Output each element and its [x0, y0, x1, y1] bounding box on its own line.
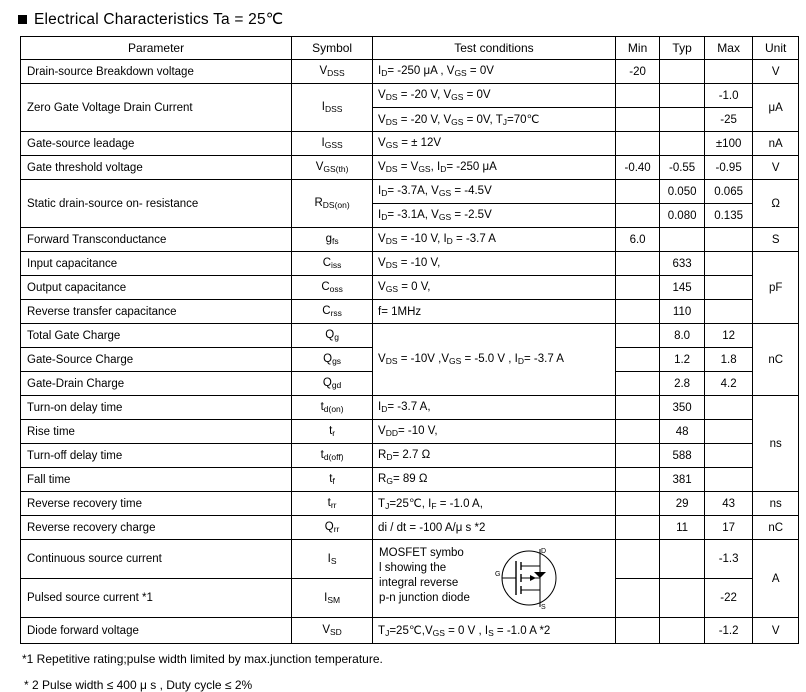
cell-typ	[660, 60, 705, 84]
cell-typ	[660, 228, 705, 252]
cell-unit: nC	[753, 516, 799, 540]
cell-condition: $V_{DS} = -20$ V, $V_{GS} = 0V$	[373, 84, 616, 108]
cell-symbol: $R_{DS(on)}$	[292, 180, 373, 228]
cell-symbol: $t_{d(off)}$	[292, 444, 373, 468]
cell-unit: S	[753, 228, 799, 252]
cell-min	[615, 540, 660, 579]
cell-max: 0.135	[704, 204, 753, 228]
cell-max	[704, 276, 753, 300]
cell-typ: 48	[660, 420, 705, 444]
cell-condition: $V_{DS} = -10V$ $,V_{GS} = -5.0$ V , $I_D= -3.7$ A	[373, 324, 616, 396]
cell-typ: 381	[660, 468, 705, 492]
cell-symbol: $I_{GSS}$	[292, 132, 373, 156]
cell-condition: $V_{DS} = V_{GS}$, $I_D= -250$ μA	[373, 156, 616, 180]
cell-parameter: Fall time	[21, 468, 292, 492]
cell-condition: f= 1MHz	[373, 300, 616, 324]
cell-max	[704, 396, 753, 420]
cell-parameter: Pulsed source current *1	[21, 579, 292, 618]
section-heading	[18, 10, 800, 29]
cell-typ: 145	[660, 276, 705, 300]
cell-typ	[660, 579, 705, 618]
cell-max: 1.8	[704, 348, 753, 372]
cell-symbol: $Q_{gd}$	[292, 372, 373, 396]
cell-parameter: Reverse recovery time	[21, 492, 292, 516]
cell-unit: ns	[753, 396, 799, 492]
cell-condition: $I_D= -3.7A$, $V_{GS} = -4.5V$	[373, 180, 616, 204]
cell-typ: 588	[660, 444, 705, 468]
cell-parameter: Diode forward voltage	[21, 618, 292, 644]
col-header-unit: Unit	[753, 37, 799, 60]
table-row	[21, 420, 799, 444]
cell-condition: $T_J=25℃,V_{GS} = 0$ V , $I_S = -1.0$ A *2	[373, 618, 616, 644]
cell-parameter: Rise time	[21, 420, 292, 444]
cell-min	[615, 180, 660, 204]
cell-symbol: $t_f$	[292, 468, 373, 492]
cell-unit: V	[753, 60, 799, 84]
cell-min	[615, 108, 660, 132]
cell-max: -1.0	[704, 84, 753, 108]
cell-typ: 29	[660, 492, 705, 516]
cell-condition: $I_D= -250$ μA , $V_{GS} = 0V$	[373, 60, 616, 84]
table-row	[21, 228, 799, 252]
cell-symbol: $g_{fs}$	[292, 228, 373, 252]
cell-parameter: Gate threshold voltage	[21, 156, 292, 180]
cell-parameter: Gate-Drain Charge	[21, 372, 292, 396]
col-header-typ: Typ	[660, 37, 705, 60]
cell-max: 4.2	[704, 372, 753, 396]
table-row	[21, 444, 799, 468]
cell-symbol: $Q_{gs}$	[292, 348, 373, 372]
cell-typ: 1.2	[660, 348, 705, 372]
cell-max: ±100	[704, 132, 753, 156]
cell-unit: nC	[753, 324, 799, 396]
cell-max: 12	[704, 324, 753, 348]
cell-min	[615, 516, 660, 540]
footnote-1: *1 Repetitive rating;pulse width limited by max.junction temperature.	[22, 652, 383, 666]
table-row	[21, 492, 799, 516]
cell-typ: 350	[660, 396, 705, 420]
cell-symbol: $t_r$	[292, 420, 373, 444]
cell-typ: 11	[660, 516, 705, 540]
cell-condition: $I_D= -3.7$ A,	[373, 396, 616, 420]
cell-min: -0.40	[615, 156, 660, 180]
cell-max: -1.3	[704, 540, 753, 579]
cell-condition: di / dt = -100 A/μ s *2	[373, 516, 616, 540]
mosfet-symbol-icon	[483, 545, 575, 614]
cell-min	[615, 204, 660, 228]
cell-max	[704, 300, 753, 324]
cell-max: -25	[704, 108, 753, 132]
cell-max	[704, 60, 753, 84]
svg-text:D: D	[540, 548, 546, 555]
cell-typ	[660, 618, 705, 644]
cell-min	[615, 300, 660, 324]
svg-text:S: S	[540, 604, 546, 611]
electrical-characteristics-table	[20, 36, 799, 644]
cell-parameter: Forward Transconductance	[21, 228, 292, 252]
cell-symbol: $V_{SD}$	[292, 618, 373, 644]
cell-unit: ns	[753, 492, 799, 516]
cell-parameter: Gate-Source Charge	[21, 348, 292, 372]
cell-unit: Ω	[753, 180, 799, 228]
cell-max: -22	[704, 579, 753, 618]
cell-symbol: $t_{d(on)}$	[292, 396, 373, 420]
col-header-test-conditions: Test conditions	[373, 37, 616, 60]
cell-max	[704, 228, 753, 252]
cell-typ: 110	[660, 300, 705, 324]
cell-condition: $V_{DS} = -10$ V, $I_D = -3.7$ A	[373, 228, 616, 252]
cell-min	[615, 324, 660, 348]
cell-parameter: Input capacitance	[21, 252, 292, 276]
cell-condition: $V_{DS} = -10$ V,	[373, 252, 616, 276]
cell-min: 6.0	[615, 228, 660, 252]
cell-condition: $R_G= 89$ Ω	[373, 468, 616, 492]
cell-unit: μA	[753, 84, 799, 132]
table-header-row	[21, 37, 799, 60]
cell-condition: $V_{DD}= -10$ V,	[373, 420, 616, 444]
cell-typ: 2.8	[660, 372, 705, 396]
cell-parameter: Reverse recovery charge	[21, 516, 292, 540]
cell-symbol: $V_{GS(th)}$	[292, 156, 373, 180]
cell-condition: $I_D= -3.1A$, $V_{GS} = -2.5V$	[373, 204, 616, 228]
cell-min	[615, 492, 660, 516]
cell-unit: A	[753, 540, 799, 618]
cell-min	[615, 420, 660, 444]
col-header-parameter: Parameter	[21, 37, 292, 60]
cell-typ: -0.55	[660, 156, 705, 180]
cell-min	[615, 252, 660, 276]
table-row	[21, 324, 799, 348]
col-header-min: Min	[615, 37, 660, 60]
cell-min	[615, 348, 660, 372]
cell-max: -0.95	[704, 156, 753, 180]
cell-symbol: $t_{rr}$	[292, 492, 373, 516]
cell-unit: pF	[753, 252, 799, 324]
cell-typ	[660, 108, 705, 132]
table-row	[21, 84, 799, 108]
cell-min: -20	[615, 60, 660, 84]
cell-typ	[660, 84, 705, 108]
cell-symbol: $C_{rss}$	[292, 300, 373, 324]
page-title: Electrical Characteristics Ta = 25℃	[34, 11, 284, 28]
cell-max	[704, 420, 753, 444]
col-header-max: Max	[704, 37, 753, 60]
table-row	[21, 276, 799, 300]
mosfet-note-text: MOSFET symbo l showing the integral reverse p-n junction diode	[379, 547, 470, 604]
cell-unit: V	[753, 618, 799, 644]
cell-mosfet-symbol-diagram	[373, 540, 616, 618]
cell-max	[704, 252, 753, 276]
cell-symbol: $I_{DSS}$	[292, 84, 373, 132]
bullet-square-icon	[18, 15, 27, 24]
col-header-symbol: Symbol	[292, 37, 373, 60]
cell-typ: 0.050	[660, 180, 705, 204]
cell-min	[615, 618, 660, 644]
cell-parameter: Static drain-source on- resistance	[21, 180, 292, 228]
cell-max: 17	[704, 516, 753, 540]
table-row	[21, 132, 799, 156]
cell-parameter: Total Gate Charge	[21, 324, 292, 348]
cell-max: 0.065	[704, 180, 753, 204]
cell-typ: 8.0	[660, 324, 705, 348]
cell-condition: $R_D= 2.7$ Ω	[373, 444, 616, 468]
cell-min	[615, 579, 660, 618]
cell-min	[615, 132, 660, 156]
cell-parameter: Continuous source current	[21, 540, 292, 579]
cell-max	[704, 444, 753, 468]
cell-condition: $V_{GS}$ = ± 12V	[373, 132, 616, 156]
cell-parameter: Drain-source Breakdown voltage	[21, 60, 292, 84]
table-row	[21, 516, 799, 540]
cell-min	[615, 276, 660, 300]
cell-parameter: Turn-off delay time	[21, 444, 292, 468]
cell-unit: V	[753, 156, 799, 180]
table-row	[21, 60, 799, 84]
cell-symbol: $Q_{rr}$	[292, 516, 373, 540]
cell-min	[615, 396, 660, 420]
cell-max	[704, 468, 753, 492]
cell-min	[615, 372, 660, 396]
table-row	[21, 618, 799, 644]
cell-typ	[660, 540, 705, 579]
cell-symbol: $C_{iss}$	[292, 252, 373, 276]
cell-typ: 0.080	[660, 204, 705, 228]
cell-symbol: $V_{DSS}$	[292, 60, 373, 84]
cell-min	[615, 468, 660, 492]
cell-symbol: $Q_g$	[292, 324, 373, 348]
cell-parameter: Turn-on delay time	[21, 396, 292, 420]
cell-symbol: $I_S$	[292, 540, 373, 579]
cell-typ	[660, 132, 705, 156]
cell-symbol: $I_{SM}$	[292, 579, 373, 618]
cell-condition: $V_{DS} = -20$ V, $V_{GS} = 0V$, $T_J=70℃$	[373, 108, 616, 132]
cell-condition: $V_{GS} = 0$ V,	[373, 276, 616, 300]
table-row	[21, 156, 799, 180]
table-row	[21, 468, 799, 492]
table-row	[21, 396, 799, 420]
cell-parameter: Gate-source leadage	[21, 132, 292, 156]
table-row	[21, 180, 799, 204]
cell-parameter: Zero Gate Voltage Drain Current	[21, 84, 292, 132]
cell-max: -1.2	[704, 618, 753, 644]
cell-max: 43	[704, 492, 753, 516]
cell-unit: nA	[753, 132, 799, 156]
cell-symbol: $C_{oss}$	[292, 276, 373, 300]
cell-typ: 633	[660, 252, 705, 276]
table-row	[21, 300, 799, 324]
cell-parameter: Reverse transfer capacitance	[21, 300, 292, 324]
table-row	[21, 540, 799, 579]
footnote-2: * 2 Pulse width ≤ 400 μ s , Duty cycle ≤ 2%	[24, 678, 253, 692]
cell-min	[615, 444, 660, 468]
cell-parameter: Output capacitance	[21, 276, 292, 300]
cell-min	[615, 84, 660, 108]
table-row	[21, 252, 799, 276]
svg-text:G: G	[494, 571, 501, 578]
cell-condition: $T_J=25℃$, $I_F = -1.0$ A,	[373, 492, 616, 516]
